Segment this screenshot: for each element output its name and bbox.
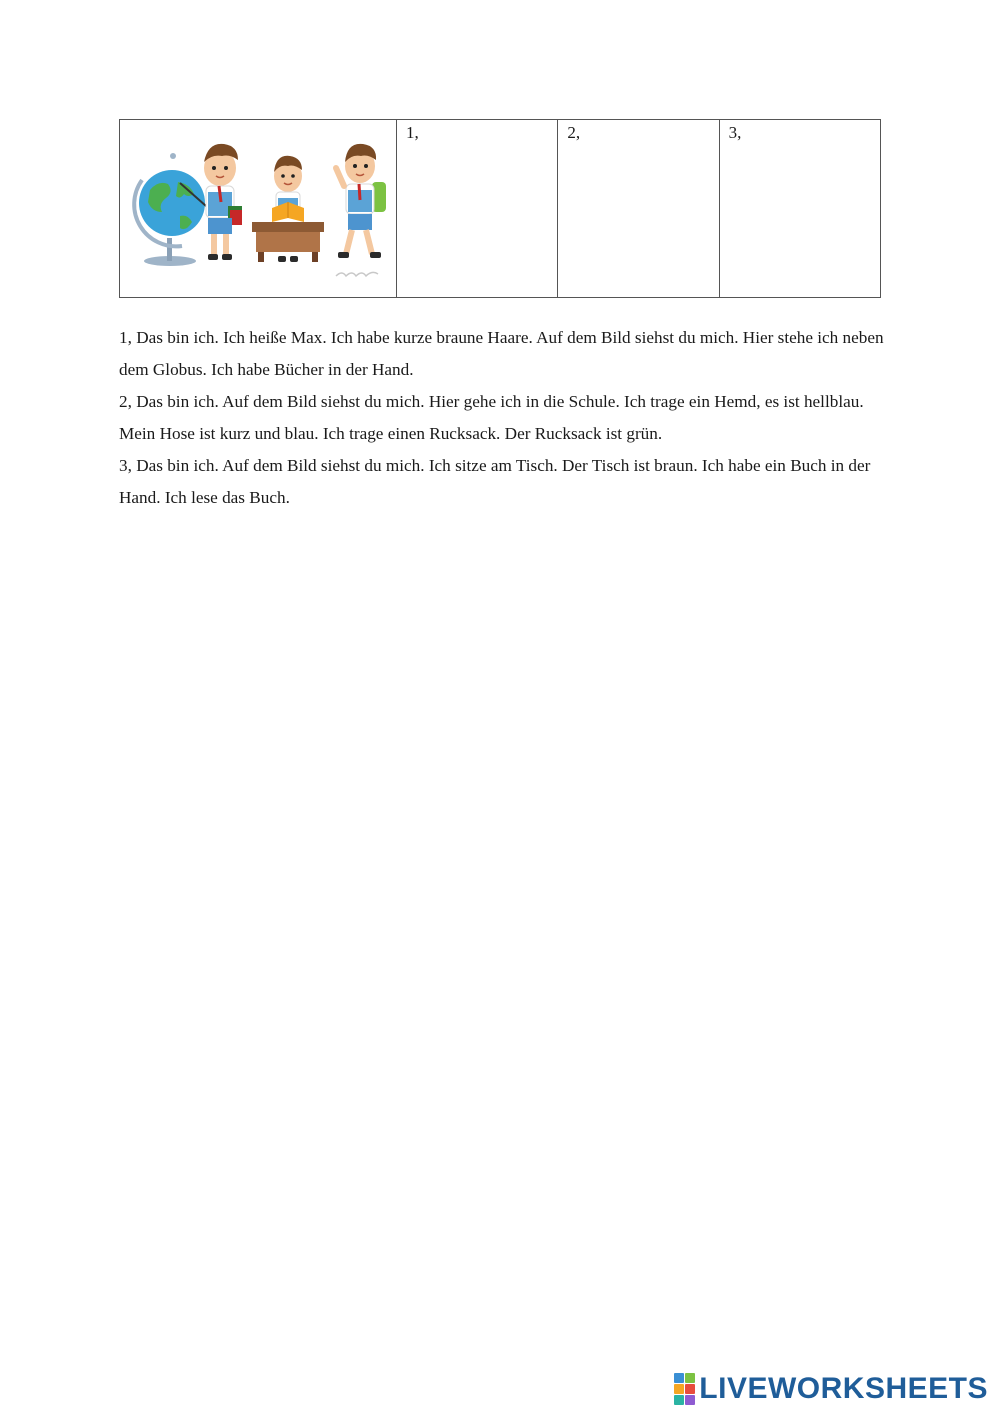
schoolboys-illustration <box>120 120 396 297</box>
description-paragraph-1: 1, Das bin ich. Ich heiße Max. Ich habe kurze braune Haare. Auf dem Bild siehst du mich. Hier stehe ich neben dem Globus. Ich habe Bücher in der Hand. <box>119 328 884 379</box>
liveworksheets-logo[interactable] <box>674 1372 988 1406</box>
table-row <box>120 120 881 298</box>
answer-box-3[interactable] <box>719 120 880 298</box>
answer-box-1[interactable] <box>397 120 558 298</box>
answer-box-label: 2, <box>567 123 581 142</box>
brand-name: LIVEWORKSHEETS <box>699 1372 988 1405</box>
description-paragraph-3: 3, Das bin ich. Auf dem Bild siehst du mich. Ich sitze am Tisch. Der Tisch ist braun. Ich habe ein Buch in der Hand. Ich lese das Buch. <box>119 456 871 507</box>
logo-tiles-icon <box>674 1373 695 1405</box>
description-paragraph-2: 2, Das bin ich. Auf dem Bild siehst du mich. Hier gehe ich in die Schule. Ich trage ein Hemd, es ist hellblau. Mein Hose ist kurz und blau. Ich trage einen Rucksack. Der Rucksack ist grün. <box>119 392 864 443</box>
answer-box-label: 3, <box>728 123 742 142</box>
description-text <box>119 322 889 514</box>
answer-box-label: 1, <box>406 123 419 142</box>
illustration-cell <box>120 120 397 298</box>
answer-box-2[interactable] <box>558 120 719 298</box>
worksheet-table <box>119 119 881 298</box>
